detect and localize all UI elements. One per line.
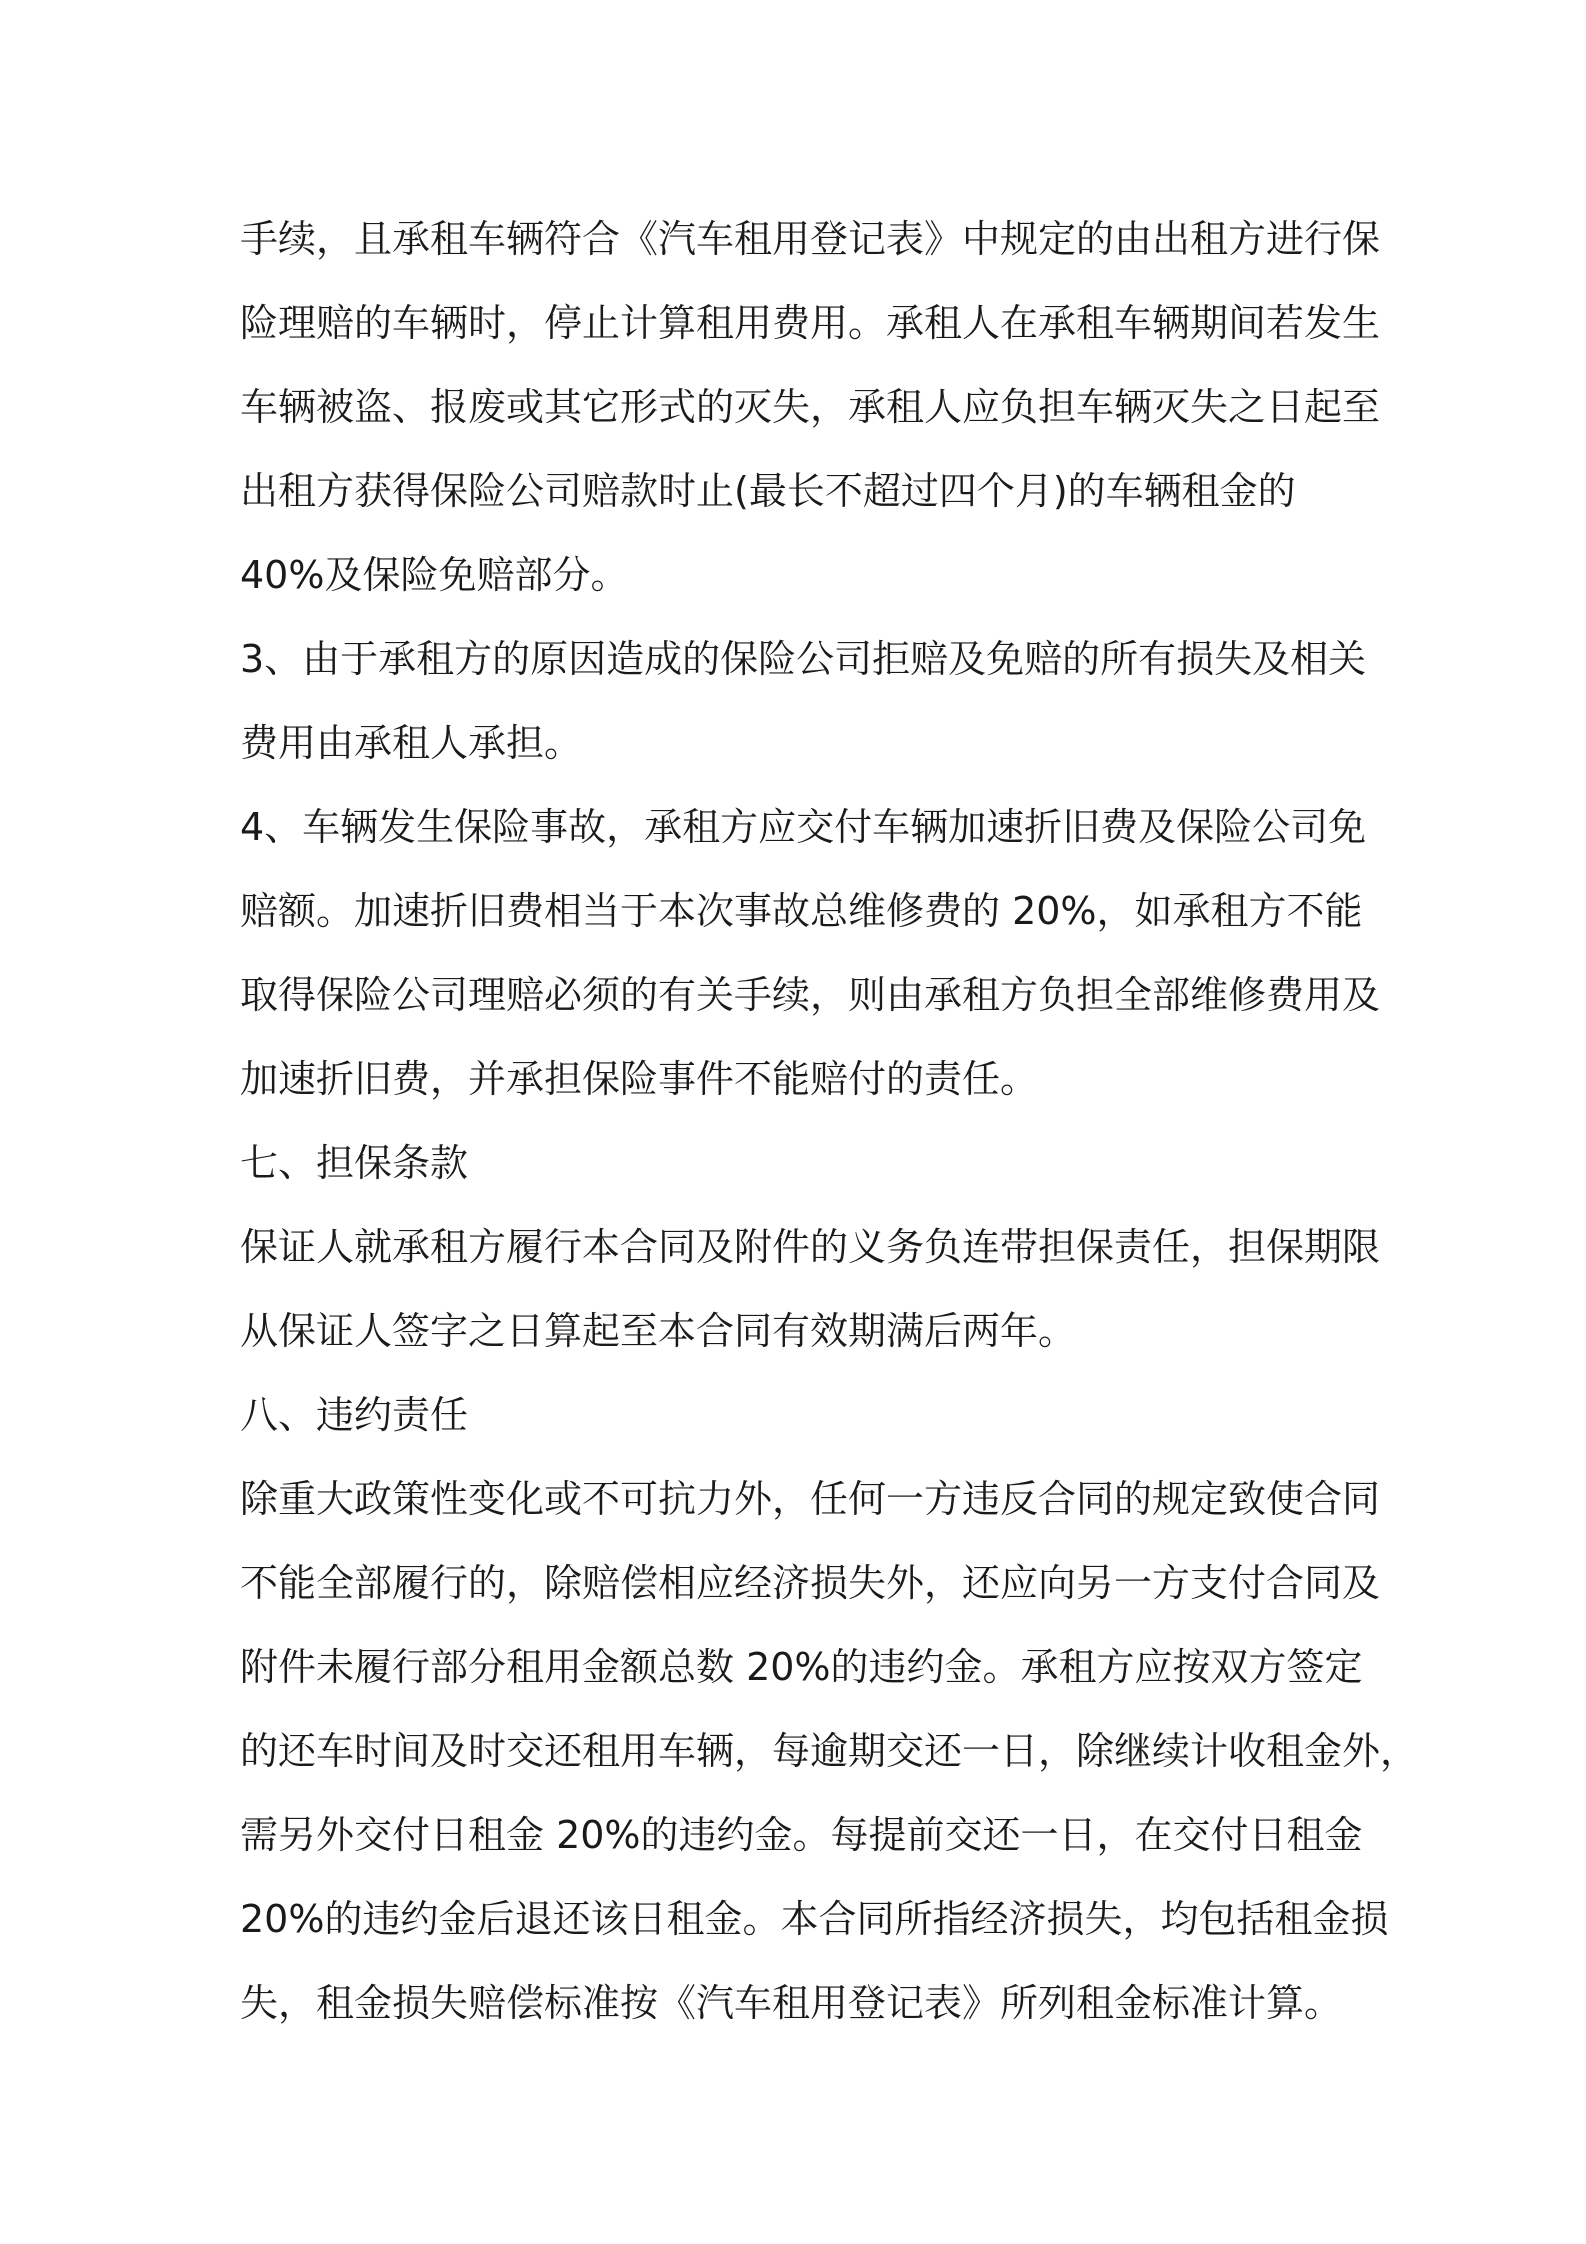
- text-line: 附件未履行部分租用金额总数 20%的违约金。承租方应按双方签定: [240, 1645, 1363, 1689]
- text-line: 费用由承租人承担。: [240, 721, 583, 765]
- section-heading-guarantee: 七、担保条款: [240, 1141, 469, 1185]
- text-line: 失，租金损失赔偿标准按《汽车租用登记表》所列租金标准计算。: [240, 1981, 1343, 2025]
- text-line: 从保证人签字之日算起至本合同有效期满后两年。: [240, 1309, 1077, 1353]
- text-line: 除重大政策性变化或不可抗力外，任何一方违反合同的规定致使合同: [240, 1477, 1381, 1521]
- clause-3-line: 3、由于承租方的原因造成的保险公司拒赔及免赔的所有损失及相关: [240, 637, 1367, 681]
- text-line: 出租方获得保险公司赔款时止(最长不超过四个月)的车辆租金的: [240, 469, 1296, 513]
- text-line: 不能全部履行的，除赔偿相应经济损失外，还应向另一方支付合同及: [240, 1561, 1381, 1605]
- text-line: 加速折旧费，并承担保险事件不能赔付的责任。: [240, 1057, 1039, 1101]
- clause-4-line: 4、车辆发生保险事故，承租方应交付车辆加速折旧费及保险公司免: [240, 805, 1367, 849]
- text-line: 20%的违约金后退还该日租金。本合同所指经济损失，均包括租金损: [240, 1897, 1389, 1941]
- text-line: 手续，且承租车辆符合《汽车租用登记表》中规定的由出租方进行保: [240, 217, 1381, 261]
- text-line: 险理赔的车辆时，停止计算租用费用。承租人在承租车辆期间若发生: [240, 301, 1381, 345]
- section-heading-breach: 八、违约责任: [240, 1393, 469, 1437]
- text-line: 赔额。加速折旧费相当于本次事故总维修费的 20%，如承租方不能: [240, 889, 1363, 933]
- text-line: 保证人就承租方履行本合同及附件的义务负连带担保责任，担保期限: [240, 1225, 1381, 1269]
- document-body: [240, 197, 1419, 2045]
- text-line: 需另外交付日租金 20%的违约金。每提前交还一日，在交付日租金: [240, 1813, 1363, 1857]
- text-line: 车辆被盗、报废或其它形式的灭失，承租人应负担车辆灭失之日起至: [240, 385, 1381, 429]
- text-line: 取得保险公司理赔必须的有关手续，则由承租方负担全部维修费用及: [240, 973, 1381, 1017]
- text-line: 40%及保险免赔部分。: [240, 553, 629, 597]
- text-line: 的还车时间及时交还租用车辆，每逾期交还一日，除继续计收租金外，: [240, 1729, 1419, 1773]
